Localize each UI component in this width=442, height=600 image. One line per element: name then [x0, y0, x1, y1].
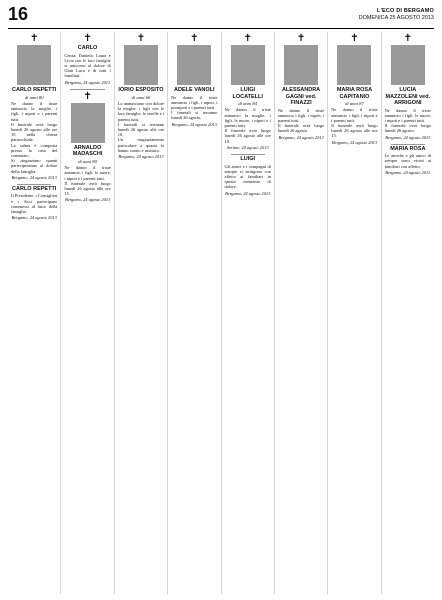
notice-text: Ne danno il triste annuncio la moglie, i figli, le nuore, i nipoti e i parenti tutti. Il funerale avrà luogo lunedì 26 agosto alle ore 10.	[224, 107, 271, 144]
notice-text: Ne danno il triste annuncio i figli, i nipoti, i pronipoti e i parenti tutti. I funerali si terranno lunedì 26 agosto.	[171, 94, 218, 121]
notice-place-date: Bergamo, 24 agosto 2013	[278, 134, 324, 140]
notice-place-date: Bergamo, 24 agosto 2013	[118, 153, 164, 159]
deceased-name: LUCIA MAZZOLENI ved. ARRIGONI	[385, 87, 431, 106]
portrait-photo	[124, 45, 158, 85]
notice-place-date: Bergamo, 24 agosto 2013	[64, 197, 111, 203]
cross-icon: ✝	[350, 33, 359, 44]
cross-icon: ✝	[83, 33, 92, 44]
cross-icon: ✝	[83, 90, 92, 102]
deceased-age: di anni 84	[238, 101, 257, 106]
notice-text: Ne danno il triste annuncio i figli, i nipoti, i parenti tutti. Il funerale avrà luogo lunedì 26 agosto.	[277, 107, 325, 134]
notice-text: Le amiche e gli amici di sempre sono vicini ai familiari con affetto.	[384, 153, 431, 169]
notice-place-date: Bergamo, 24 agosto 2013	[11, 215, 57, 221]
column-4	[168, 32, 221, 594]
notice-text: Ne danno il triste annuncio i figli, le nuore, i nipoti e i parenti tutti. Il funerale avrà luogo lunedì 26 agosto.	[384, 107, 431, 134]
column-3	[115, 32, 168, 594]
obituary-notice	[385, 34, 431, 140]
deceased-name: LUIGI	[240, 156, 256, 163]
column-5	[222, 32, 275, 594]
portrait-photo	[177, 45, 211, 85]
notice-text: Il Presidente, i Consiglieri e i Soci partecipano commossi al lutto della famiglia.	[11, 193, 58, 215]
deceased-name: IORIO ESPOSITO	[118, 87, 164, 93]
notice-text: Ne danno il triste annuncio la moglie, i figli, i nipoti e i parenti tutti. Il funerale avrà luogo lunedì 26 agosto alle ore 10 nella chiesa parrocchiale. La salma è composta presso la casa del commiato. Si ringraziano quanti parteciperanno al dolore della famiglia.	[11, 100, 58, 174]
notice-place-date: Bergamo, 24 agosto 2013	[385, 169, 431, 175]
portrait-photo	[17, 45, 51, 85]
column-8	[382, 32, 434, 594]
deceased-age: di anni 66	[131, 94, 151, 100]
obituary-notice	[64, 34, 110, 85]
obituary-notice	[11, 186, 57, 221]
notice-divider	[70, 89, 104, 90]
notice-text: Lo annunciano con dolore la moglie, i figli con le loro famiglie, le sorelle e i parenti tutti. I funerali si terranno lunedì 26 agosto alle ore 10. Un ringraziamento particolare a quanti lo hanno curato e assistito.	[117, 100, 165, 153]
notice-place-date: Bergamo, 24 agosto 2013	[11, 174, 57, 180]
deceased-name: CARLO	[77, 45, 98, 51]
notice-text: Ne danno il triste annuncio i figli, i nipoti e i parenti tutti. Il funerale avrà luogo lunedì 26 agosto alle ore 15.	[331, 107, 378, 139]
notice-text: Gli amici e i compagni di sempre si stringono con affetto ai familiari in questo momento di dolore.	[224, 163, 271, 190]
deceased-name: CARLO REPETTI	[12, 185, 57, 192]
publication-date: DOMENICA 25 AGOSTO 2013	[358, 14, 434, 21]
notice-text: Ne danno il triste annuncio i figli, le nuore, i nipoti e i parenti tutti. Il funerale avrà luogo lunedì 26 agosto alle ore 15.	[64, 165, 111, 197]
publication-name: L'ECO DI BERGAMO	[376, 8, 434, 14]
notice-divider	[391, 144, 425, 145]
portrait-photo	[284, 45, 318, 85]
deceased-name: CARLO REPETTI	[12, 87, 57, 93]
cross-icon: ✝	[296, 33, 306, 44]
page-number: 16	[8, 4, 29, 24]
deceased-age: di anni 80	[24, 94, 44, 100]
obituary-notice	[64, 92, 110, 203]
deceased-name: MARIA ROSA	[390, 145, 426, 152]
deceased-name: LUIGI LOCATELLI	[232, 87, 263, 100]
deceased-age: di anni 87	[345, 101, 364, 106]
deceased-name: ARNALDO MADASCHI	[72, 144, 103, 158]
obituary-notice	[225, 156, 271, 196]
obituary-notice	[171, 34, 217, 127]
portrait-photo	[391, 45, 425, 85]
notice-place-date: Bergamo, 24 agosto 2013	[331, 139, 378, 145]
cross-icon: ✝	[403, 33, 412, 44]
obituary-notice	[331, 34, 377, 145]
obituary-notice	[118, 34, 164, 159]
portrait-photo	[71, 103, 105, 143]
portrait-photo	[337, 45, 371, 85]
deceased-age: di anni 80	[78, 158, 97, 164]
cross-icon: ✝	[136, 33, 146, 44]
column-7	[328, 32, 381, 594]
obituary-columns	[8, 32, 434, 594]
portrait-photo	[231, 45, 265, 85]
obituary-notice	[11, 34, 57, 180]
cross-icon: ✝	[190, 33, 199, 44]
deceased-name: ALESSANDRA GAGNI ved. FINAZZI	[281, 87, 321, 106]
notice-place-date: Bergamo, 24 agosto 2013	[171, 121, 217, 127]
cross-icon: ✝	[29, 33, 39, 44]
obituary-notice	[385, 146, 431, 175]
notice-place-date: Bergamo, 24 agosto 2013	[225, 190, 271, 196]
page-header	[8, 6, 434, 29]
obituary-notice	[225, 34, 271, 150]
notice-place-date: Bergamo, 24 agosto 2013	[64, 79, 111, 85]
cross-icon: ✝	[243, 33, 252, 44]
obituary-notice	[278, 34, 324, 140]
column-1	[8, 32, 61, 594]
newspaper-masthead	[359, 8, 434, 21]
notice-place-date: Bergamo, 24 agosto 2013	[385, 134, 431, 140]
deceased-name: ADELE VANOLI	[174, 87, 215, 93]
column-2	[61, 32, 114, 594]
column-6	[275, 32, 328, 594]
notice-place-date: Seriate, 24 agosto 2013	[226, 144, 269, 150]
notice-divider	[231, 154, 265, 155]
notice-divider	[17, 184, 51, 185]
notice-text: Cenza, Daniela, Laura e Livia con le loro famiglie si uniscono al dolore di Gian Luca e di tutti i familiari.	[64, 52, 111, 79]
deceased-name: MARIA ROSA CAPITANIO	[336, 87, 373, 100]
